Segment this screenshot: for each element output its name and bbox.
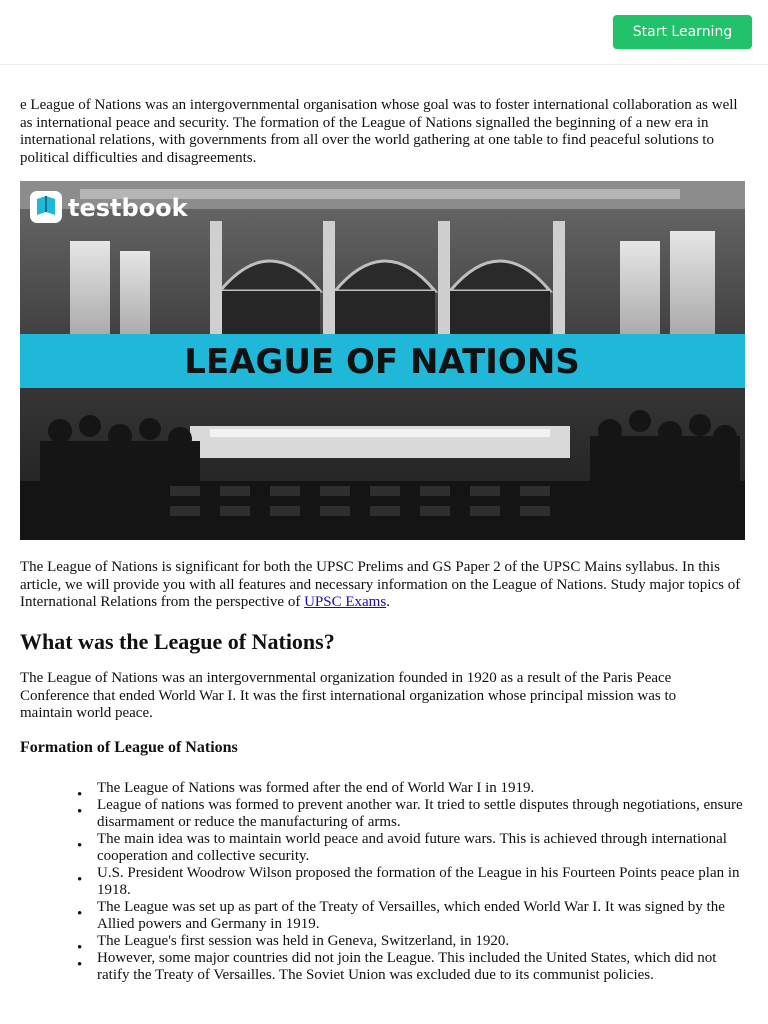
- upsc-exams-link[interactable]: UPSC Exams: [304, 594, 387, 610]
- testbook-logo-text: testbook: [68, 194, 188, 222]
- hero-image: [20, 181, 745, 540]
- section-heading-what-was: What was the League of Nations?: [20, 629, 335, 654]
- list-item: • The League's first session was held in Geneva, Switzerland, in 1920.: [77, 933, 749, 950]
- list-item: • The League was set up as part of the Treaty of Versailles, which ended World War I. It was signed by the Allied powers and Germany in 1919.: [77, 899, 749, 933]
- list-item: • The League of Nations was formed after the end of World War I in 1919.: [77, 780, 749, 797]
- hero-banner-text: LEAGUE OF NATIONS: [184, 342, 580, 382]
- significance-paragraph: [20, 559, 748, 612]
- list-item: • The main idea was to maintain world peace and avoid future wars. This is achieved through international cooperation and collective security.: [77, 831, 749, 865]
- intro-paragraph: e League of Nations was an intergovernmental organisation whose goal was to foster international collaboration as well as international peace and security. The formation of the League of Nations signalled the beginning of a new era in international relations, with governments from all over the world gathering at one table to find peaceful solutions to political difficulties and disagreements.: [20, 97, 738, 166]
- formation-points-list: [77, 780, 749, 984]
- list-item: • However, some major countries did not join the League. This included the United States, which did not ratify the Treaty of Versailles. The Soviet Union was excluded due to its communist policies.: [77, 950, 749, 984]
- top-bar: [0, 0, 768, 65]
- section-heading-formation: Formation of League of Nations: [20, 739, 238, 756]
- definition-paragraph: The League of Nations was an intergovernmental organization founded in 1920 as a result of the Paris Peace Conference that ended World War I. It was the first international organization whose principal mission was to maintain world peace.: [20, 670, 677, 721]
- list-item: • U.S. President Woodrow Wilson proposed the formation of the League in his Fourteen Points peace plan in 1918.: [77, 865, 749, 899]
- list-item: • League of nations was formed to prevent another war. It tried to settle disputes through negotiations, ensure disarmament or reduce the manufacturing of arms.: [77, 797, 749, 831]
- start-learning-button[interactable]: Start Learning: [613, 15, 752, 49]
- testbook-logo: [30, 191, 189, 223]
- significance-text: The League of Nations is significant for both the UPSC Prelims and GS Paper 2 of the UPSC Mains syllabus. In this article, we will provide you with all features and necessary information on the League of Nations. Study major topics of International Relations from the perspective of: [20, 559, 741, 610]
- significance-text-end: .: [386, 594, 390, 610]
